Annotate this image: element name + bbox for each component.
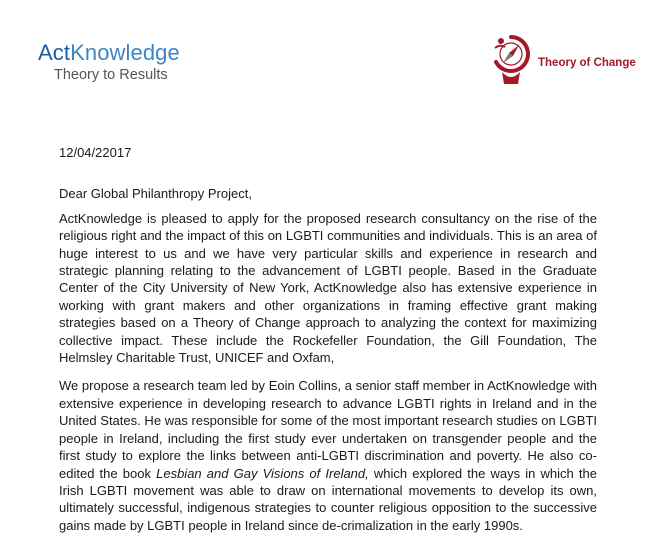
logo-name: ActKnowledge bbox=[38, 40, 180, 65]
letter-salutation: Dear Global Philanthropy Project, bbox=[59, 186, 252, 202]
book-title: Lesbian and Gay Visions of Ireland, bbox=[156, 465, 369, 481]
theory-of-change-logo bbox=[490, 34, 636, 86]
letter-date: 12/04/22017 bbox=[59, 145, 132, 160]
theory-of-change-text: Theory of Change bbox=[538, 57, 636, 69]
letter-paragraph-1: ActKnowledge is pleased to apply for the proposed research consultancy on the rise of the religious right and the impact of this on LGBTI communities and individuals. This is an area of huge interest to us and we have very particular skills and experience in research and strategic planning relating to the advancement of LGBTI people. Based in the Graduate Center of the City University of New York, ActKnowledge also has extensive experience in working with grant makers and other organizations in framing effective grant making strategies based on a Theory of Change approach to analyzing the context for maximizing collective impact. These include the Rockefeller Foundation, the Gill Foundation, The Helmsley Charitable Trust, UNICEF and Oxfam, bbox=[59, 210, 597, 366]
compass-person-icon bbox=[490, 34, 532, 86]
actknowledge-logo bbox=[38, 40, 180, 84]
letter-paragraph-2: We propose a research team led by Eoin Collins, a senior staff member in ActKnowledge with extensive experience in developing research to advance LGBTI rights in Ireland and in the United States. He was responsible for some of the most important research studies on LGBTI people in Ireland, including the first study ever undertaken on transgender people and the first study to explore the links between anti-LGBTI discrimination and poverty. He also co-edited the book Lesbian and Gay Visions of Ireland, which explored the ways in which the Irish LGBTI movement was able to draw on international movements to develop its own, ultimately successful, indigenous strategies to counter religious opposition to the successive gains made by LGBTI people in Ireland since de-crimalization in the early 1990s. bbox=[59, 378, 597, 533]
letter-body bbox=[59, 144, 597, 545]
logo-tagline: Theory to Results bbox=[54, 67, 168, 83]
